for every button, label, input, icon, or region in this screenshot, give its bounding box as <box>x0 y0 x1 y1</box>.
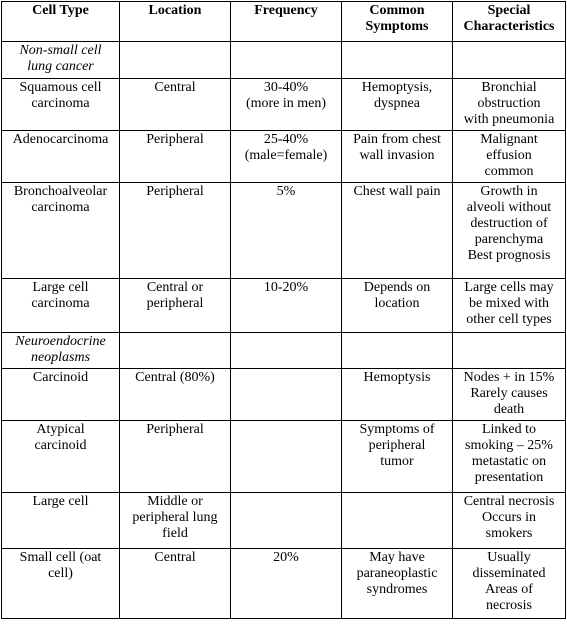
cell-text: Central necrosis <box>463 494 555 509</box>
cell-text: be mixed with <box>468 296 550 311</box>
section-row <box>2 42 566 79</box>
table-row <box>2 421 566 493</box>
header-text: Cell Type <box>32 3 89 18</box>
header-text: Frequency <box>254 3 318 18</box>
cell-text: destruction of <box>470 216 548 231</box>
cell-text: location <box>374 296 420 311</box>
cell-text: Linked to <box>481 422 537 437</box>
cell-text: peripheral <box>146 296 204 311</box>
cell-text: Large cell <box>32 280 89 295</box>
cell-special-characteristics <box>453 42 566 79</box>
cell-text: obstruction <box>477 96 541 111</box>
cell-text: carcinoma <box>31 96 90 111</box>
cell-text: paraneoplastic <box>356 566 438 581</box>
cell-text: Hemoptysis, <box>361 80 433 95</box>
cell-cell-type <box>2 131 120 183</box>
cell-text: Occurs in <box>481 510 537 525</box>
cell-special-characteristics <box>453 493 566 549</box>
cell-frequency <box>231 333 342 369</box>
cell-text: Symptoms of <box>359 422 435 437</box>
cell-common-symptoms <box>342 42 453 79</box>
cell-cell-type <box>2 549 120 619</box>
header-special-characteristics <box>453 2 566 42</box>
header-text: Characteristics <box>463 19 555 34</box>
table-body <box>2 42 566 619</box>
cell-text: Large cells may <box>464 280 554 295</box>
cell-text: 10-20% <box>263 280 309 295</box>
cell-frequency <box>231 493 342 549</box>
cell-common-symptoms <box>342 333 453 369</box>
cell-common-symptoms <box>342 79 453 131</box>
cell-text: metastatic on <box>471 454 547 469</box>
cell-text: Growth in <box>480 184 538 199</box>
cell-text: Squamous cell <box>19 80 102 95</box>
cell-cell-type <box>2 279 120 333</box>
table-header <box>2 2 566 42</box>
header-common-symptoms <box>342 2 453 42</box>
cell-location <box>120 131 231 183</box>
table-row <box>2 493 566 549</box>
cell-cell-type <box>2 421 120 493</box>
cell-special-characteristics <box>453 131 566 183</box>
cell-common-symptoms <box>342 131 453 183</box>
cell-text: Central <box>154 550 196 565</box>
cell-text: Best prognosis <box>467 248 551 263</box>
cell-text: disseminated <box>472 566 546 581</box>
cell-cell-type <box>2 493 120 549</box>
header-row <box>2 2 566 42</box>
cell-text: Central or <box>146 280 204 295</box>
cell-text: Hemoptysis <box>363 370 431 385</box>
table-row <box>2 549 566 619</box>
cell-common-symptoms <box>342 369 453 421</box>
cell-text: Usually <box>487 550 531 565</box>
cell-text: syndromes <box>366 582 428 597</box>
cell-text: alveoli without <box>466 200 552 215</box>
cell-text: Small cell (oat <box>19 550 102 565</box>
cell-frequency <box>231 79 342 131</box>
cell-location <box>120 79 231 131</box>
cell-special-characteristics <box>453 333 566 369</box>
cell-text: 30-40% <box>263 80 309 95</box>
cell-text: effusion <box>486 148 532 163</box>
cell-text: Carcinoid <box>32 370 89 385</box>
cell-text: parenchyma <box>474 232 544 247</box>
cell-text: neoplasms <box>30 350 91 365</box>
cell-text: Bronchial <box>481 80 537 95</box>
cell-text: Non-small cell <box>19 43 102 58</box>
cell-location <box>120 279 231 333</box>
cell-location <box>120 183 231 279</box>
cell-text: (more in men) <box>245 96 327 111</box>
cell-special-characteristics <box>453 279 566 333</box>
cell-frequency <box>231 183 342 279</box>
header-cell-type <box>2 2 120 42</box>
cell-frequency <box>231 279 342 333</box>
cell-text: smoking – 25% <box>465 438 553 453</box>
cell-text: Pain from chest <box>353 132 441 147</box>
cell-text: field <box>162 526 188 541</box>
cell-text: necrosis <box>486 598 532 613</box>
cell-common-symptoms <box>342 183 453 279</box>
cell-text: carcinoma <box>31 200 90 215</box>
cell-text: Central <box>154 80 196 95</box>
cell-text: Malignant <box>480 132 538 147</box>
cell-location <box>120 493 231 549</box>
cell-special-characteristics <box>453 79 566 131</box>
cell-text: Neuroendocrine <box>15 334 106 349</box>
cell-location <box>120 333 231 369</box>
cell-cell-type <box>2 183 120 279</box>
table-row <box>2 279 566 333</box>
cell-text: peripheral lung <box>132 510 218 525</box>
lung-cancer-table <box>1 1 566 619</box>
cell-special-characteristics <box>453 549 566 619</box>
cell-text: Bronchoalveolar <box>13 184 108 199</box>
cell-text: Central (80%) <box>135 370 215 385</box>
cell-frequency <box>231 421 342 493</box>
cell-common-symptoms <box>342 493 453 549</box>
header-text: Symptoms <box>365 19 429 34</box>
cell-text: 25-40% <box>263 132 309 147</box>
cell-text: Rarely causes <box>470 386 548 401</box>
table-row <box>2 183 566 279</box>
cell-text: Peripheral <box>146 422 204 437</box>
cell-common-symptoms <box>342 549 453 619</box>
table-row <box>2 369 566 421</box>
cell-text: Middle or <box>147 494 203 509</box>
cell-location <box>120 369 231 421</box>
cell-location <box>120 42 231 79</box>
cell-frequency <box>231 549 342 619</box>
cell-cell-type <box>2 42 120 79</box>
cell-text: dyspnea <box>374 96 420 111</box>
cell-text: 5% <box>276 184 296 199</box>
cell-frequency <box>231 131 342 183</box>
cell-common-symptoms <box>342 279 453 333</box>
cell-special-characteristics <box>453 421 566 493</box>
cell-frequency <box>231 42 342 79</box>
cell-text: Peripheral <box>146 184 204 199</box>
table-row <box>2 79 566 131</box>
cell-text: (male=female) <box>244 148 328 163</box>
cell-text: cell) <box>48 566 73 581</box>
cell-text: Chest wall pain <box>353 184 441 199</box>
cell-text: peripheral <box>368 438 426 453</box>
cell-frequency <box>231 369 342 421</box>
header-text: Special <box>487 3 531 18</box>
header-location <box>120 2 231 42</box>
cell-cell-type <box>2 333 120 369</box>
cell-text: Large cell <box>32 494 89 509</box>
cell-text: with pneumonia <box>463 112 555 127</box>
cell-text: Areas of <box>485 582 533 597</box>
cell-text: Depends on <box>363 280 431 295</box>
cell-text: other cell types <box>466 312 552 327</box>
header-frequency <box>231 2 342 42</box>
cell-common-symptoms <box>342 421 453 493</box>
cell-text: tumor <box>380 454 414 469</box>
cell-cell-type <box>2 79 120 131</box>
table-row <box>2 131 566 183</box>
cell-text: presentation <box>474 470 544 485</box>
cell-text: wall invasion <box>359 148 435 163</box>
cell-text: lung cancer <box>27 59 94 74</box>
cell-text: Peripheral <box>146 132 204 147</box>
section-row <box>2 333 566 369</box>
cell-text: Atypical <box>36 422 85 437</box>
cell-location <box>120 421 231 493</box>
cell-cell-type <box>2 369 120 421</box>
cell-text: Adenocarcinoma <box>12 132 109 147</box>
header-text: Location <box>148 3 202 18</box>
cell-text: common <box>484 164 534 179</box>
cell-special-characteristics <box>453 183 566 279</box>
cell-text: carcinoma <box>31 296 90 311</box>
cell-text: carcinoid <box>34 438 87 453</box>
cell-text: smokers <box>485 526 533 541</box>
cell-location <box>120 549 231 619</box>
cell-special-characteristics <box>453 369 566 421</box>
cell-text: 20% <box>273 550 299 565</box>
cell-text: Nodes + in 15% <box>463 370 555 385</box>
cell-text: May have <box>369 550 425 565</box>
cell-text: death <box>493 402 525 417</box>
header-text: Common <box>369 3 425 18</box>
